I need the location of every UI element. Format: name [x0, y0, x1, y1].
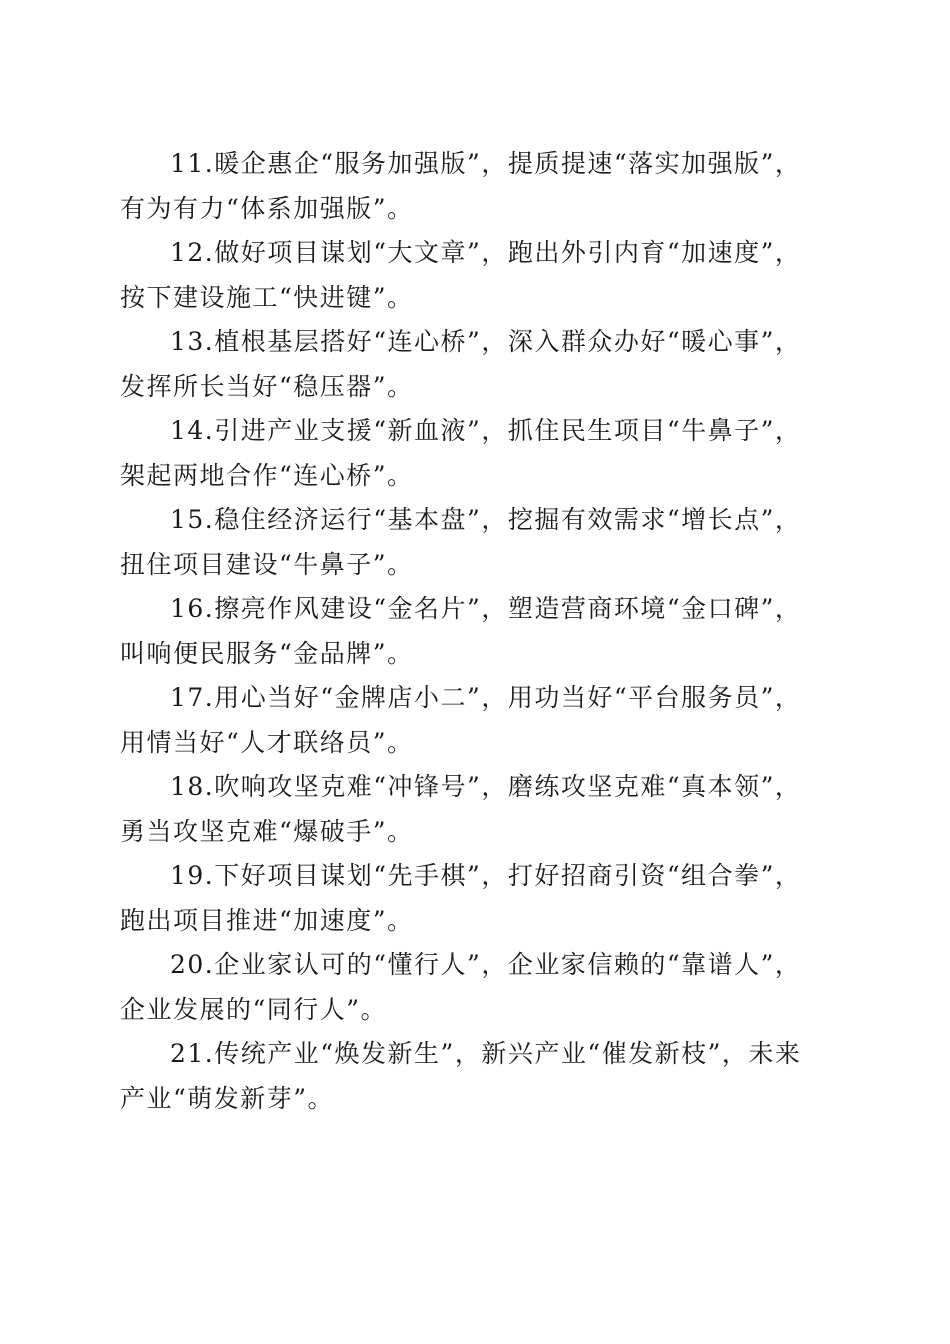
list-item-line-2: 架起两地合作“连心桥”。: [120, 460, 414, 490]
list-item: [120, 1032, 822, 1121]
list-item-line-2: 产业“萌发新芽”。: [120, 1083, 335, 1113]
list-item-line-2: 企业发展的“同行人”。: [120, 994, 388, 1024]
list-item-line-1: 15.稳住经济运行“基本盘”，挖掘有效需求“增长点”，: [170, 505, 802, 534]
list-item: [120, 409, 822, 498]
list-item: [120, 142, 822, 231]
list-item-line-2: 跑出项目推进“加速度”。: [120, 905, 414, 935]
list-item-line-2: 勇当攻坚克难“爆破手”。: [120, 816, 414, 846]
list-item: [120, 320, 822, 409]
list-item-line-2: 扭住项目建设“牛鼻子”。: [120, 549, 414, 579]
list-item-line-1: 17.用心当好“金牌店小二”，用功当好“平台服务员”，: [170, 683, 802, 712]
document-body: [120, 142, 822, 1121]
list-item: [120, 943, 822, 1032]
list-item: [120, 676, 822, 765]
list-item: [120, 231, 822, 320]
list-item-line-1: 13.植根基层搭好“连心桥”，深入群众办好“暖心事”，: [170, 327, 802, 356]
list-item-line-1: 20.企业家认可的“懂行人”，企业家信赖的“靠谱人”，: [170, 950, 802, 979]
list-item-line-2: 按下建设施工“快进键”。: [120, 282, 414, 312]
list-item: [120, 498, 822, 587]
list-item-line-1: 16.擦亮作风建设“金名片”，塑造营商环境“金口碑”，: [170, 594, 802, 623]
list-item: [120, 765, 822, 854]
list-item-line-1: 19.下好项目谋划“先手棋”，打好招商引资“组合拳”，: [170, 861, 802, 890]
list-item-line-2: 叫响便民服务“金品牌”。: [120, 638, 414, 668]
list-item-line-1: 14.引进产业支援“新血液”，抓住民生项目“牛鼻子”，: [170, 416, 802, 445]
list-item-line-1: 12.做好项目谋划“大文章”，跑出外引内育“加速度”，: [170, 238, 802, 267]
list-item: [120, 587, 822, 676]
list-item-line-1: 11.暖企惠企“服务加强版”，提质提速“落实加强版”，: [170, 149, 802, 178]
list-item-line-1: 21.传统产业“焕发新生”，新兴产业“催发新枝”，未来: [170, 1039, 802, 1068]
list-item-line-1: 18.吹响攻坚克难“冲锋号”，磨练攻坚克难“真本领”，: [170, 772, 802, 801]
list-item: [120, 854, 822, 943]
list-item-line-2: 用情当好“人才联络员”。: [120, 727, 414, 757]
list-item-line-2: 发挥所长当好“稳压器”。: [120, 371, 414, 401]
list-item-line-2: 有为有力“体系加强版”。: [120, 193, 414, 223]
